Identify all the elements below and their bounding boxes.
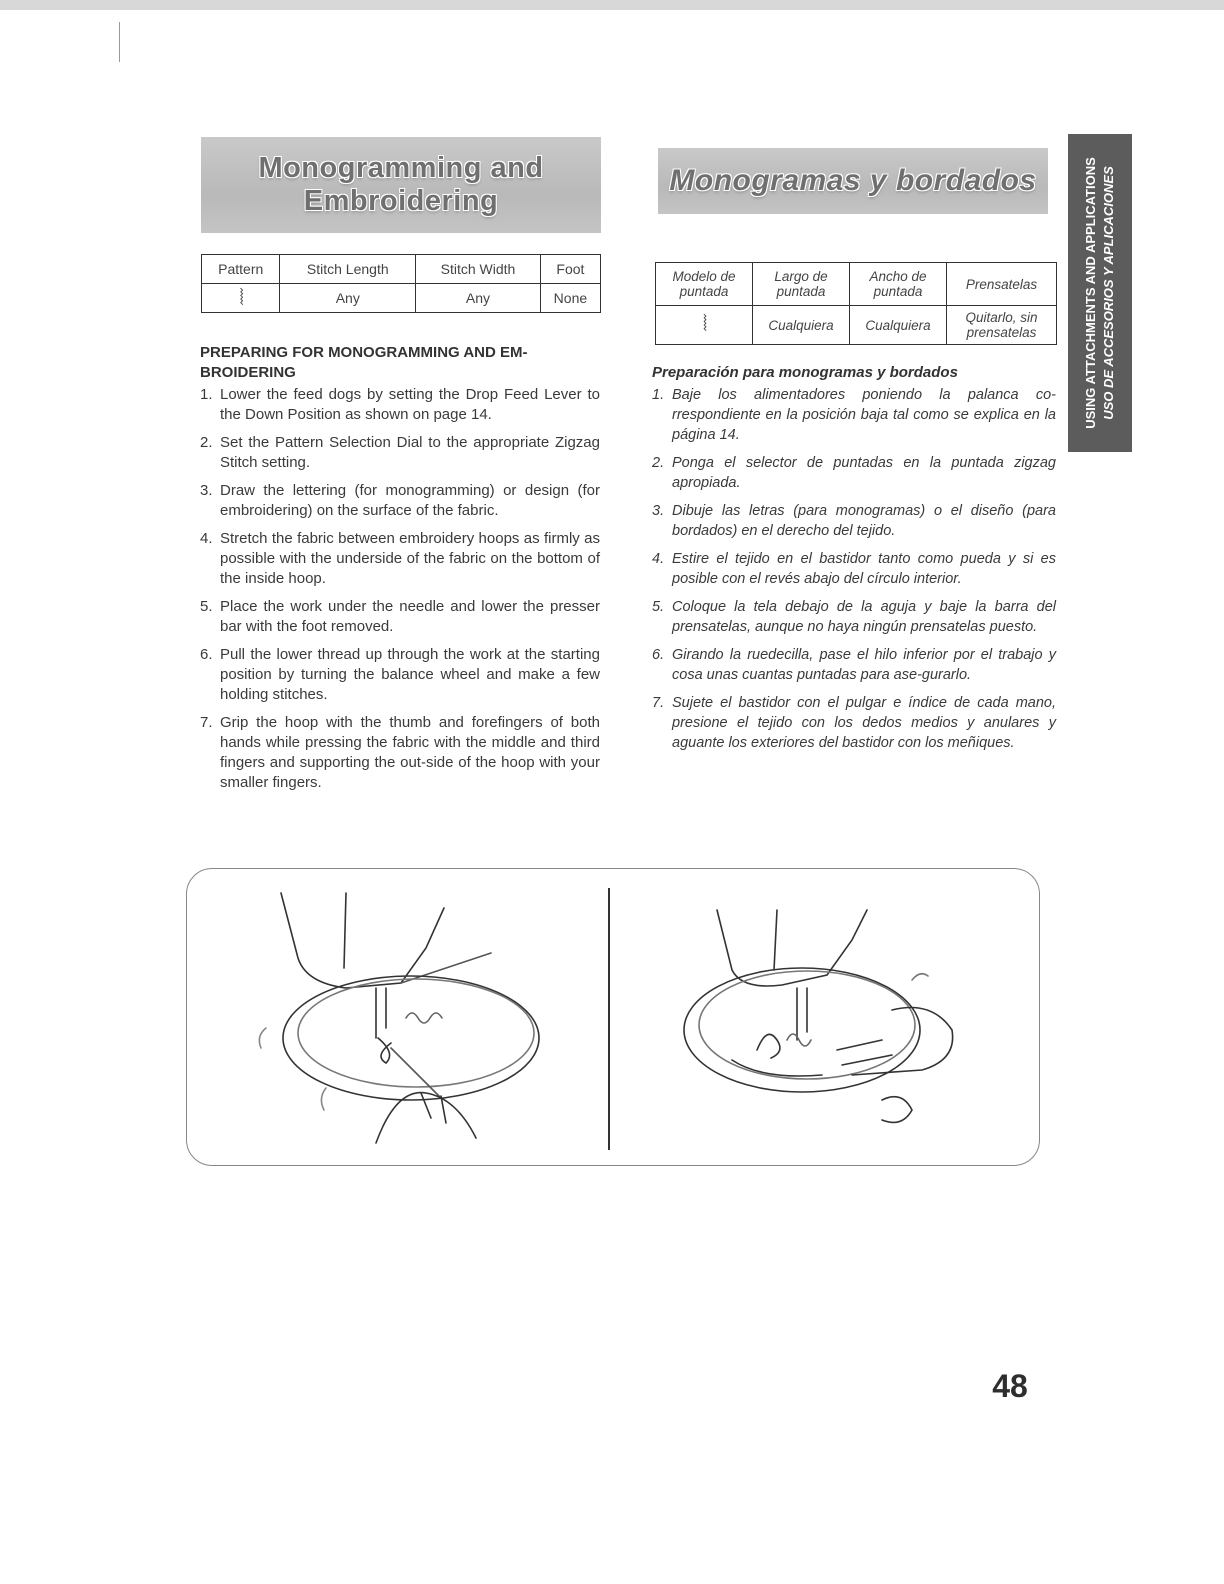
table-header: Prensatelas: [947, 263, 1057, 306]
step-number: 4.: [200, 530, 213, 547]
list-item: [200, 481, 600, 521]
hoop-embroidery-illustration-left: [226, 888, 596, 1150]
step-number: 7.: [652, 695, 665, 711]
zigzag-stitch-icon: ⦚: [656, 306, 753, 345]
step-text: Set the Pattern Selection Dial to the appropriate Zigzag Stitch setting.: [220, 434, 600, 471]
illustration-divider: [608, 888, 610, 1150]
table-cell: None: [540, 284, 600, 313]
table-cell: Any: [280, 284, 416, 313]
english-steps-list: [200, 385, 600, 793]
chapter-side-tab: [1068, 134, 1132, 452]
english-settings-table: [201, 254, 601, 313]
page-number: 48: [992, 1368, 1028, 1404]
table-cell: Cualquiera: [753, 306, 850, 345]
list-item: [200, 597, 600, 637]
zigzag-stitch-icon: ⦚: [202, 284, 280, 313]
table-header: Stitch Length: [280, 255, 416, 284]
step-number: 6.: [200, 646, 213, 663]
scan-edge: [0, 0, 1224, 10]
list-item: [200, 645, 600, 705]
step-text: Stretch the fabric between embroidery hoops as firmly as possible with the underside of the fabric on the bottom of the inside hoop.: [220, 530, 600, 587]
step-text: Pull the lower thread up through the work at the starting position by turning the balance wheel and make a few holding stitches.: [220, 646, 600, 703]
table-cell: Cualquiera: [850, 306, 947, 345]
list-item: [200, 713, 600, 793]
step-text: Estire el tejido en el bastidor tanto como pueda y si es posible con el revés abajo del círculo interior.: [672, 551, 1056, 587]
step-text: Coloque la tela debajo de la aguja y baje la barra del prensatelas, aunque no haya ningún prensatelas puesto.: [672, 599, 1056, 635]
table-header: Stitch Width: [416, 255, 541, 284]
spanish-title-banner: [658, 148, 1048, 214]
step-number: 2.: [200, 434, 213, 451]
list-item: [652, 693, 1056, 753]
step-number: 3.: [200, 482, 213, 499]
step-number: 5.: [200, 598, 213, 615]
step-text: Girando la ruedecilla, pase el hilo inferior por el trabajo y cosa unas cuantas puntadas para ase-gurarlo.: [672, 647, 1056, 683]
list-item: [652, 501, 1056, 541]
step-number: 7.: [200, 714, 213, 731]
step-text: Lower the feed dogs by setting the Drop Feed Lever to the Down Position as shown on page 14.: [220, 386, 600, 423]
english-title: [258, 152, 543, 218]
step-text: Dibuje las letras (para monogramas) o el diseño (para bordados) en el derecho del tejido.: [672, 503, 1056, 539]
list-item: [200, 385, 600, 425]
english-title-line2: Embroidering: [303, 185, 499, 217]
chapter-tab-english: USING ATTACHMENTS AND APPLICATIONS: [1083, 157, 1098, 429]
english-title-line1: Monogramming and: [258, 152, 544, 184]
table-header: Pattern: [202, 255, 280, 284]
step-number: 6.: [652, 647, 665, 663]
table-header: Largo de puntada: [753, 263, 850, 306]
step-number: 3.: [652, 503, 665, 519]
list-item: [200, 529, 600, 589]
step-text: Place the work under the needle and lower the presser bar with the foot removed.: [220, 598, 600, 635]
list-item: [652, 645, 1056, 685]
list-item: [652, 549, 1056, 589]
spanish-steps-list: [652, 385, 1056, 753]
english-title-banner: [201, 137, 601, 233]
list-item: [652, 453, 1056, 493]
step-text: Grip the hoop with the thumb and forefingers of both hands while pressing the fabric with the middle and third fingers and supporting the out-side of the hoop with your smaller fingers.: [220, 714, 600, 791]
list-item: [652, 385, 1056, 445]
step-text: Draw the lettering (for monogramming) or design (for embroidering) on the surface of the fabric.: [220, 482, 600, 519]
spanish-settings-table: [655, 262, 1057, 345]
table-header: Modelo de puntada: [656, 263, 753, 306]
step-text: Ponga el selector de puntadas en la puntada zigzag apropiada.: [672, 455, 1056, 491]
list-item: [200, 433, 600, 473]
table-cell: Any: [416, 284, 541, 313]
table-cell: Quitarlo, sin prensatelas: [947, 306, 1057, 345]
step-number: 4.: [652, 551, 665, 567]
step-number: 5.: [652, 599, 665, 615]
spanish-title: Monogramas y bordados: [669, 164, 1037, 197]
step-text: Sujete el bastidor con el pulgar e índice de cada mano, presione el tejido con los dedos medios y anulares y aguante los exteriores del bastidor con los meñiques.: [672, 695, 1056, 751]
list-item: [652, 597, 1056, 637]
table-header: Foot: [540, 255, 600, 284]
english-section-heading: PREPARING FOR MONOGRAMMING AND EM-BROIDERING: [200, 344, 528, 381]
step-text: Baje los alimentadores poniendo la palanca co-rrespondiente en la posición baja tal como se explica en la página 14.: [672, 387, 1056, 443]
chapter-tab-spanish: USO DE ACCESORIOS Y APLICACIONES: [1101, 166, 1116, 420]
spanish-section-heading: Preparación para monogramas y bordados: [652, 364, 958, 381]
hoop-embroidery-illustration-right: [652, 900, 1022, 1158]
step-number: 2.: [652, 455, 665, 471]
spanish-instructions: [652, 363, 1056, 761]
step-number: 1.: [652, 387, 665, 403]
table-header: Ancho de puntada: [850, 263, 947, 306]
step-number: 1.: [200, 386, 213, 403]
scan-mark: [119, 22, 120, 62]
english-instructions: [200, 343, 600, 801]
